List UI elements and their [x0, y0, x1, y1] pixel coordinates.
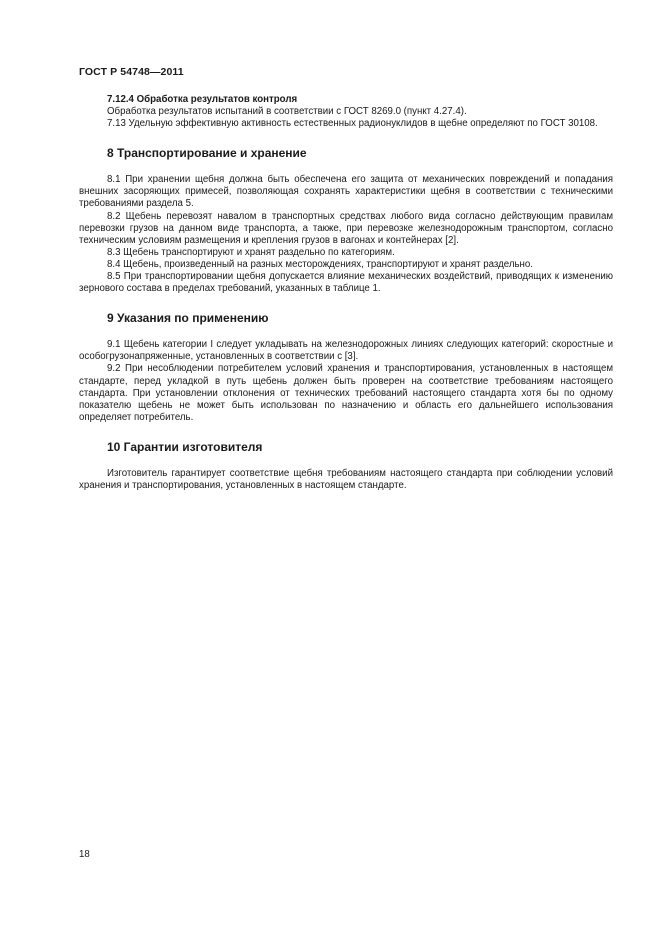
paragraph-10-1: Изготовитель гарантирует соответствие щебня требованиям настоящего стандарта при соблюдении условий хранения и транспортирования, установленных в настоящем стандарте. — [79, 467, 613, 491]
paragraph-9-2: 9.2 При несоблюдении потребителем условий хранения и транспортирования, установленных в настоящем стандарте, перед укладкой в путь щебень должен быть проверен на соответствие требованиям настоящего стандарта. При установлении отклонения от технических требований настоящего стандарта хотя бы по одному показателю щебень не может быть использован по назначению и область его дальнейшего использования определяет потребитель. — [79, 363, 613, 423]
paragraph-7-13: 7.13 Удельную эффективную активность естественных радионуклидов в щебне определяют по ГОСТ 30108. — [107, 118, 598, 130]
document-header-standard-code: ГОСТ Р 54748—2011 — [79, 66, 184, 78]
paragraph-8-5: 8.5 При транспортировании щебня допускается влияние механических воздействий, приводящих к изменению зернового состава в пределах требований, указанных в таблице 1. — [79, 271, 613, 295]
subsection-7-12-4-title: 7.12.4 Обработка результатов контроля — [107, 94, 298, 105]
paragraph-8-2: 8.2 Щебень перевозят навалом в транспортных средствах любого вида согласно действующим правилам перевозки грузов на данном виде транспорта, а также, при перевозке железнодорожным транспортом, согласно техническим условиям размещения и крепления грузов в вагонах и контейнерах [2]. — [79, 210, 613, 246]
section-10-title: 10 Гарантии изготовителя — [107, 439, 263, 454]
paragraph-8-1: 8.1 При хранении щебня должна быть обеспечена его защита от механических повреждений и попадания внешних засоряющих примесей, позволяющая сохранять характеристики щебня в соответствии с техническими требованиями раздела 5. — [79, 174, 613, 210]
document-body — [79, 94, 613, 492]
section-8-title: 8 Транспортирование и хранение — [107, 146, 307, 161]
section-9-title: 9 Указания по применению — [107, 311, 269, 326]
paragraph-8-4: 8.4 Щебень, произведенный на разных месторождениях, транспортируют и хранят раздельно. — [107, 258, 533, 270]
paragraph-7-12-4-text: Обработка результатов испытаний в соответствии с ГОСТ 8269.0 (пункт 4.27.4). — [107, 106, 467, 118]
paragraph-9-1: 9.1 Щебень категории I следует укладывать на железнодорожных линиях следующих категорий: скоростные и особогрузонапряженные, установленных в соответствии с [3]. — [79, 339, 613, 363]
paragraph-8-3: 8.3 Щебень транспортируют и хранят раздельно по категориям. — [107, 246, 395, 258]
page-number: 18 — [79, 849, 90, 860]
